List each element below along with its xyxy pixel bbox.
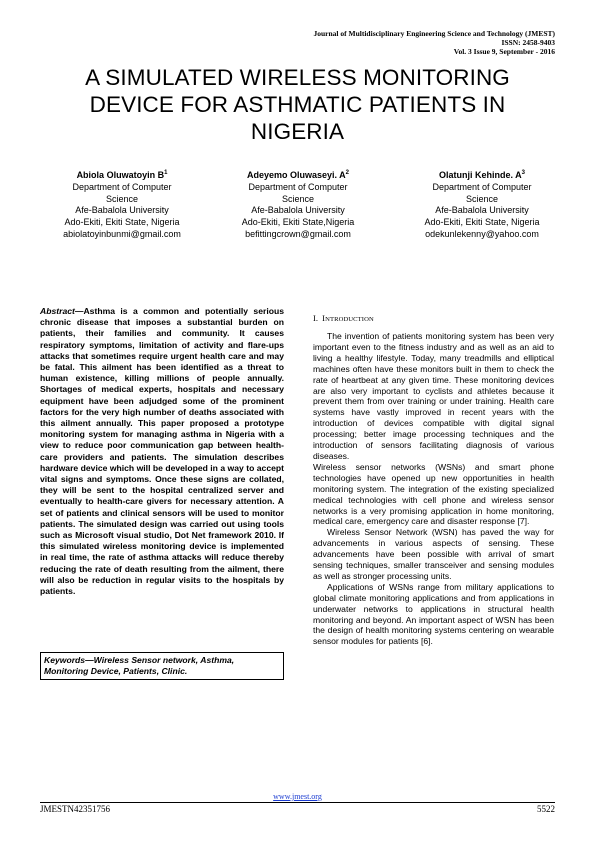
journal-name: Journal of Multidisciplinary Engineering Science and Technology (JMEST) bbox=[313, 29, 555, 38]
journal-volume: Vol. 3 Issue 9, September - 2016 bbox=[453, 47, 555, 57]
author-name: Abiola Oluwatoyin $B^1$ bbox=[76, 170, 168, 180]
author-city: Ado-Ekiti, Ekiti State, Nigeria bbox=[64, 217, 180, 228]
author-name: Adeyemo Oluwaseyi. $A^2$ bbox=[246, 170, 350, 180]
author-dept: Department of Computer bbox=[432, 181, 532, 192]
body-paragraph: Applications of WSNs range from military applications to global climate monitoring applications and from applications in underwater networks to applications in structural health monitoring and beyond. An important aspect of WSN has been the design of health monitoring systems centering on wearable sensor modules for patients [6]. bbox=[313, 581, 554, 647]
paper-title: A SIMULATED WIRELESS MONITORING DEVICE FOR ASTHMATIC PATIENTS IN NIGERIA bbox=[85, 65, 510, 144]
footer-paper-id: JMESTN42351756 bbox=[40, 804, 111, 814]
page-number: 5522 bbox=[537, 804, 555, 814]
author-dept-2: Science bbox=[105, 193, 139, 204]
journal-issn: ISSN: 2458-9403 bbox=[501, 38, 555, 48]
section-heading bbox=[313, 313, 374, 323]
abstract-text: —Asthma is a common and potentially serious chronic disease that imposes a substantial burden on patients, their families and community. It causes respiratory symptoms, limitation of activity and flare-ups attacks that sometimes require urgent health care and may be fatal. This ailment has been identified as a threat to human existence, killing millions of people annually. Shortages of medical experts, hospitals and necessary equipment have been adjudged some of the prominent factors for the very high number of deaths associated with this ailment annually. This paper proposed a prototype monitoring system for managing asthma in Nigeria with a view to reduce poor communication gap between health-care providers and patients. The simulation describes hardware device which will be developed in a way to accept vital signs and symptoms. Once these signs are collated, they will be sent to the hospital centralized server and eventually to health-care givers for necessary attention. A set of patients and clinical sensors will be used to monitor patients. The simulated design was carried out using tools such as Microsoft visual studio, Dot Net framework 2010. If this simulated wireless monitoring device is implemented in real time, the rate of asthma attacks will reduce thereby reducing the rate of death resulting from the ailment, there will also be reduction in regular visits to the hospitals by patients. bbox=[40, 306, 284, 597]
author-city: Ado-Ekiti, Ekiti State, Nigeria bbox=[424, 217, 540, 228]
author-university: Afe-Babalola University bbox=[251, 205, 345, 216]
author-university: Afe-Babalola University bbox=[75, 205, 169, 216]
author-dept: Department of Computer bbox=[248, 181, 348, 192]
author-email: odekunlekenny@yahoo.com bbox=[425, 228, 539, 239]
abstract bbox=[40, 306, 284, 597]
footer-link[interactable]: www.jmest.org bbox=[273, 792, 322, 801]
body-text bbox=[313, 331, 554, 647]
author-university: Afe-Babalola University bbox=[435, 205, 529, 216]
abstract-lead: Abstract bbox=[40, 306, 75, 316]
author-name: Olatunji Kehinde. $A^3$ bbox=[438, 170, 525, 180]
section-number: I. bbox=[313, 313, 319, 323]
footer-divider bbox=[40, 802, 555, 803]
section-title-initial: I bbox=[322, 313, 326, 323]
section-title-rest: NTRODUCTION bbox=[325, 316, 374, 323]
body-paragraph: Wireless Sensor Network (WSN) has paved the way for advancements in various aspects of sensing. These advancements have been possible with arrival of smart sensing techniques, smaller transceiver and sensing modules as well as stronger processing units. bbox=[313, 527, 554, 581]
author-dept-2: Science bbox=[465, 193, 499, 204]
author-block-2 bbox=[208, 170, 388, 241]
author-block-3 bbox=[397, 170, 567, 241]
author-dept: Department of Computer bbox=[72, 181, 172, 192]
author-dept-2: Science bbox=[281, 193, 315, 204]
author-email: abiolatoyinbunmi@gmail.com bbox=[63, 228, 181, 239]
body-paragraph: Wireless sensor networks (WSNs) and smart phone technologies have opened up new opportunities in health monitoring system. The integration of the existing specialized medical technologies with cell phone and wireless sensor networks is a very promising application in home monitoring, medical care, emergency care and disaster response [7]. bbox=[313, 461, 554, 527]
author-email: befittingcrown@gmail.com bbox=[245, 228, 351, 239]
author-city: Ado-Ekiti, Ekiti State,Nigeria bbox=[241, 217, 355, 228]
journal-header bbox=[314, 29, 555, 57]
body-paragraph: The invention of patients monitoring system has been very important even to the fitness industry and as well as an aid to living a healthy lifestyle. Today, many treadmills and elliptical machines often have these monitors built in them to check the rate of heartbeat at any given time. These monitoring devices are also very important to cyclists and athletes because it prevent them from over training or under training. Health care systems have vastly improved in recent years with the introduction of devices compatible with digital signal processing; better image processing techniques and the introduction of sensors facilitating diagnosis of various diseases. bbox=[313, 331, 554, 461]
author-block-1 bbox=[32, 170, 212, 241]
keywords-box: Keywords—Wireless Sensor network, Asthma, Monitoring Device, Patients, Clinic. bbox=[40, 652, 284, 680]
